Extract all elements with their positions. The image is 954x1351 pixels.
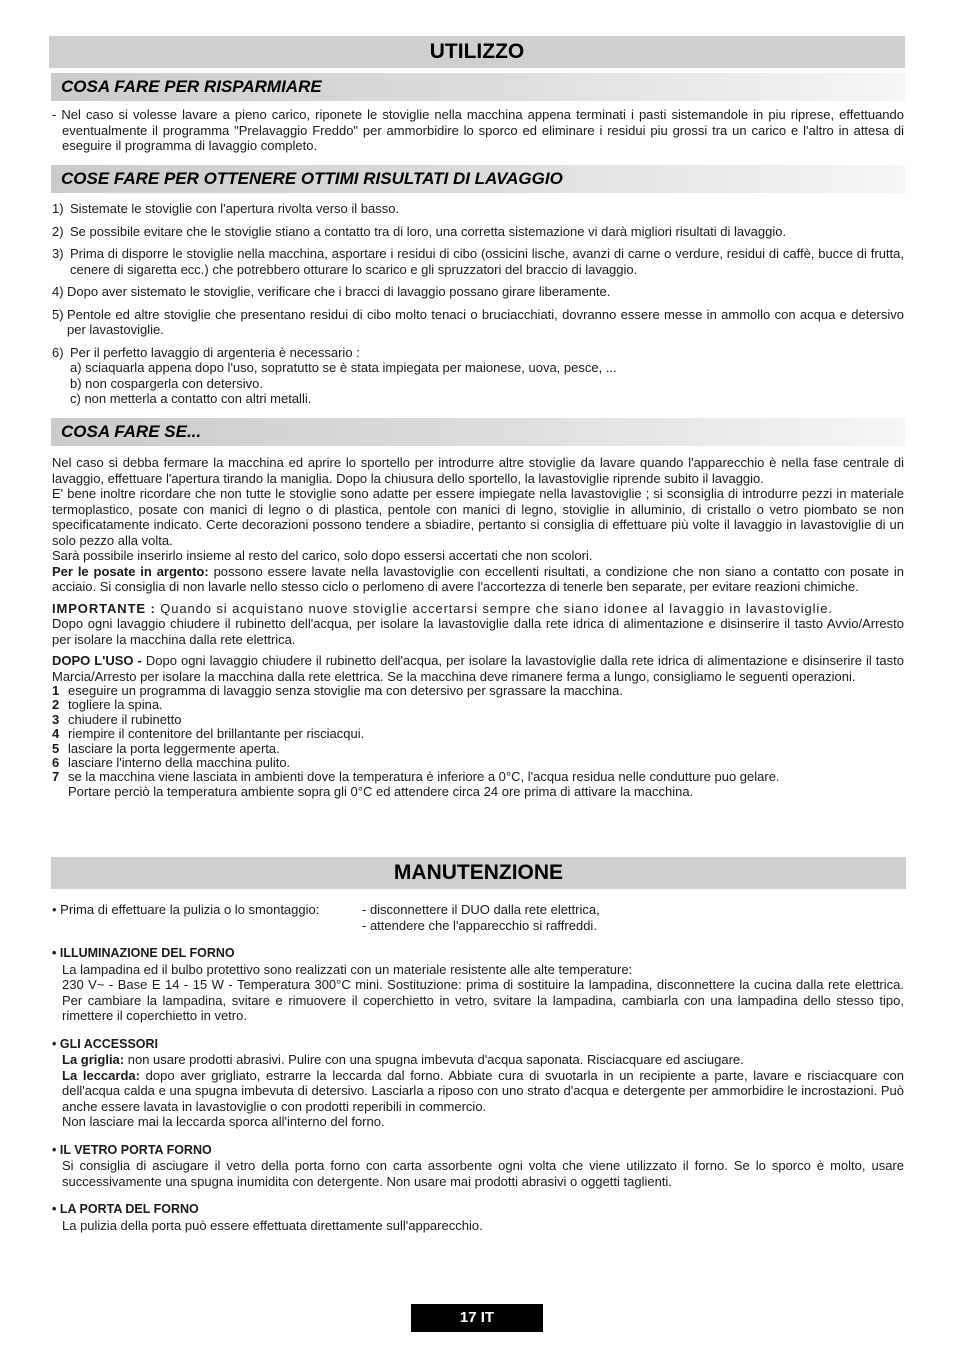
illuminazione-title: • ILLUMINAZIONE DEL FORNO	[52, 946, 235, 960]
section-title-utilizzo: UTILIZZO	[49, 36, 905, 68]
list-item: 4) Dopo aver sistemato le stoviglie, verificare che i bracci di lavaggio possano girare liberamente.	[52, 284, 611, 299]
accessori-title: • GLI ACCESSORI	[52, 1036, 159, 1051]
list-item: 1 eseguire un programma di lavaggio senza stoviglie ma con detersivo per sgrassare la macchina.	[52, 683, 623, 698]
paragraph: E' bene inoltre ricordare che non tutte le stoviglie sono adatte per essere impiegate nella lavastoviglie ; si sconsiglia di introdurre pezzi in materiale termoplastico, posate con manici di legno o di plastica, pentole con manici di legno, stoviglie in alluminio, di cristallo o vetro piombato se non specificatamente indicato. Certe decorazioni possono tendere a sbiadire, pertanto si consiglia di effettuare più volte il lavaggio in lavastoviglie di un solo pezzo alla volta.	[52, 486, 904, 548]
lead-row	[52, 902, 904, 933]
list-item-cont: Portare perciò la temperatura ambiente sopra gli 0°C ed attendere circa 24 ore prima di attivare la macchina.	[68, 783, 694, 799]
section-title-manutenzione: MANUTENZIONE	[51, 857, 906, 889]
vetro-title: • IL VETRO PORTA FORNO	[52, 1142, 212, 1157]
importante-label: IMPORTANTE :	[52, 600, 156, 616]
list-item: 1) Sistemate le stoviglie con l'apertura rivolta verso il basso.	[52, 201, 400, 216]
paragraph-argento: Per le posate in argento: possono essere lavate nella lavastoviglie con eccellenti risultati, a condizione che non siano a contatto con posate in acciaio. Si consiglia di non lavarle nello stesso ciclo o perlomeno di avere l'accortezza di tenerle ben separate, per evitare reazioni chimiche.	[52, 563, 904, 594]
lead-text: • Prima di effettuare la pulizia o lo smontaggio:	[52, 902, 320, 917]
list-item: 4 riempire il contenitore del brillantante per risciacqui.	[52, 726, 365, 742]
list-item: 7 se la macchina viene lasciata in ambienti dove la temperatura è inferiore a 0°C, l'acqua residua nelle condutture puo gelare.	[52, 769, 780, 785]
paragraph-dopo: DOPO L'USO - Dopo ogni lavaggio chiudere il rubinetto dell'acqua, per isolare la lavastoviglie dalla rete idrica di alimentazione e disinserire il tasto Marcia/Arresto per isolare la macchina dalla rete elettrica. Se la macchina deve rimanere ferma a lungo, consigliamo le seguenti operazioni.	[52, 653, 904, 684]
paragraph-importante: IMPORTANTE : Quando si acquistano nuove stoviglie accertarsi sempre che siano idonee al lavaggio in lavastoviglie.	[52, 600, 833, 616]
se-body	[52, 455, 904, 799]
porta-title: • LA PORTA DEL FORNO	[52, 1202, 199, 1216]
subsection-title-se: COSA FARE SE...	[51, 418, 905, 446]
subsection-title-risparmiare: COSA FARE PER RISPARMIARE	[51, 73, 905, 101]
vetro-text: Si consiglia di asciugare il vetro della porta forno con carta assorbente ogni volta che viene utilizzato il forno. Se lo sporco è molto, usare successivamente una spugna inumidita con detergente. Non usare mai prodotti abrasivi o oggetti taglienti.	[62, 1158, 904, 1189]
argento-label: Per le posate in argento:	[52, 563, 209, 579]
list-item: 6) Per il perfetto lavaggio di argenteria è necessario :	[52, 344, 360, 360]
leccarda-label: La leccarda:	[62, 1067, 140, 1083]
griglia-label: La griglia:	[62, 1052, 125, 1067]
porta-block	[52, 1202, 904, 1233]
list-item: 2) Se possibile evitare che le stoviglie stiano a contatto tra di loro, una corretta sistemazione vi darà migliori risultati di lavaggio.	[52, 223, 787, 239]
illuminazione-text: La lampadina ed il bulbo protettivo sono realizzati con un materiale resistente alle alte temperature: 230 V~ - Base E 14 - 15 W - Temperatura 300°C mini. Sostituzione: prima di sostituire la lampadina, disconnettere la cucina dalla rete elettrica. Per cambiare la lampadina, svitare e rimuovere il coperchietto in vetro, svitare la lampadina, cambiarla con una lampadina dello stesso tipo, rimettere il coperchietto in vetro.	[62, 961, 904, 1023]
list-item: 6 lasciare l'interno della macchina pulito.	[52, 755, 291, 771]
page-number: 17 IT	[411, 1304, 543, 1332]
paragraph: Nel caso si debba fermare la macchina ed aprire lo sportello per introdurre altre stoviglie da lavare quando l'apparecchio è nella fase centrale di lavaggio, effettuare l'apertura tirando la maniglia. Dopo la chiusura dello sportello, la lavastoviglie riprende subito il lavaggio.	[52, 455, 904, 486]
list-item: 3) Prima di disporre le stoviglie nella macchina, asportare i residui di cibo (ossicini lische, avanzi di carne o verdure, residui di caffè, bucce di frutta, cenere di sigaretta ecc.) che potrebbero otturare lo scarico e gli spruzzatori del braccio di lavaggio.	[52, 246, 904, 277]
steps-list	[52, 684, 904, 799]
manutenzione-body	[52, 902, 904, 1233]
accessori-text: La griglia: non usare prodotti abrasivi. Pulire con una spugna imbevuta d'acqua saponata. Risciacquare ed asciugare. La leccarda: dopo aver grigliato, estrarre la leccarda dal forno. Abbiate cura di svuotarla in un recipiente a parte, lavare e risciacquare con dell'acqua calda e una spugna imbevuta di detersivo. Lasciarla a riposo con uno strato d'acqua e detergente per ammorbidire le incrostazioni. Può anche essere lavata in lavastoviglie o con prodotti reperibili in commercio. Non lasciare mai la leccarda sporca all'interno del forno.	[62, 1052, 904, 1129]
risultati-list	[52, 201, 904, 407]
lead-steps: - disconnettere il DUO dalla rete elettrica, - attendere che l'apparecchio si raffreddi.	[362, 902, 600, 933]
list-item: 5) Pentole ed altre stoviglie che presentano residui di cibo molto tenaci o bruciacchiati, dovranno essere messe in ammollo con acqua e detersivo per lavastoviglie.	[52, 306, 904, 337]
paragraph: Sarà possibile inserirlo insieme al resto del carico, solo dopo essersi accertati che non scolori.	[52, 548, 593, 563]
vetro-block	[52, 1143, 904, 1190]
sub-item: c) non metterla a contatto con altri metalli.	[70, 391, 312, 406]
list-item: 3 chiudere il rubinetto	[52, 711, 182, 727]
dopo-label: DOPO L'USO -	[52, 653, 142, 668]
sub-item: a) sciaquarla appena dopo l'uso, sopratutto se è stata impiegata per maionese, uova, pesce, ...	[70, 360, 617, 375]
accessori-block	[52, 1037, 904, 1130]
sub-item: b) non cospargerla con detersivo.	[70, 375, 263, 391]
paragraph: Dopo ogni lavaggio chiudere il rubinetto dell'acqua, per isolare la lavastoviglie dalla rete idrica di alimentazione e disinserire il tasto Avvio/Arresto per isolare la macchina dalla rete elettrica.	[52, 616, 904, 647]
subsection-title-risultati: COSE FARE PER OTTENERE OTTIMI RISULTATI DI LAVAGGIO	[51, 165, 905, 193]
list-item: 2 togliere la spina.	[52, 697, 163, 713]
list-item: 5 lasciare la porta leggermente aperta.	[52, 740, 280, 756]
illuminazione-block	[52, 946, 904, 1024]
risparmiare-text: - Nel caso si volesse lavare a pieno carico, riponete le stoviglie nella macchina appena terminati i pasti sistemandole in piu riprese, effettuando eventualmente il programma "Prelavaggio Freddo" per ammorbidire lo sporco ed eliminare i residui piu grossi tra un carico e l'altro in attesa di eseguire il programma di lavaggio completo.	[52, 107, 904, 153]
porta-text: La pulizia della porta può essere effettuata direttamente sull'apparecchio.	[62, 1217, 483, 1233]
